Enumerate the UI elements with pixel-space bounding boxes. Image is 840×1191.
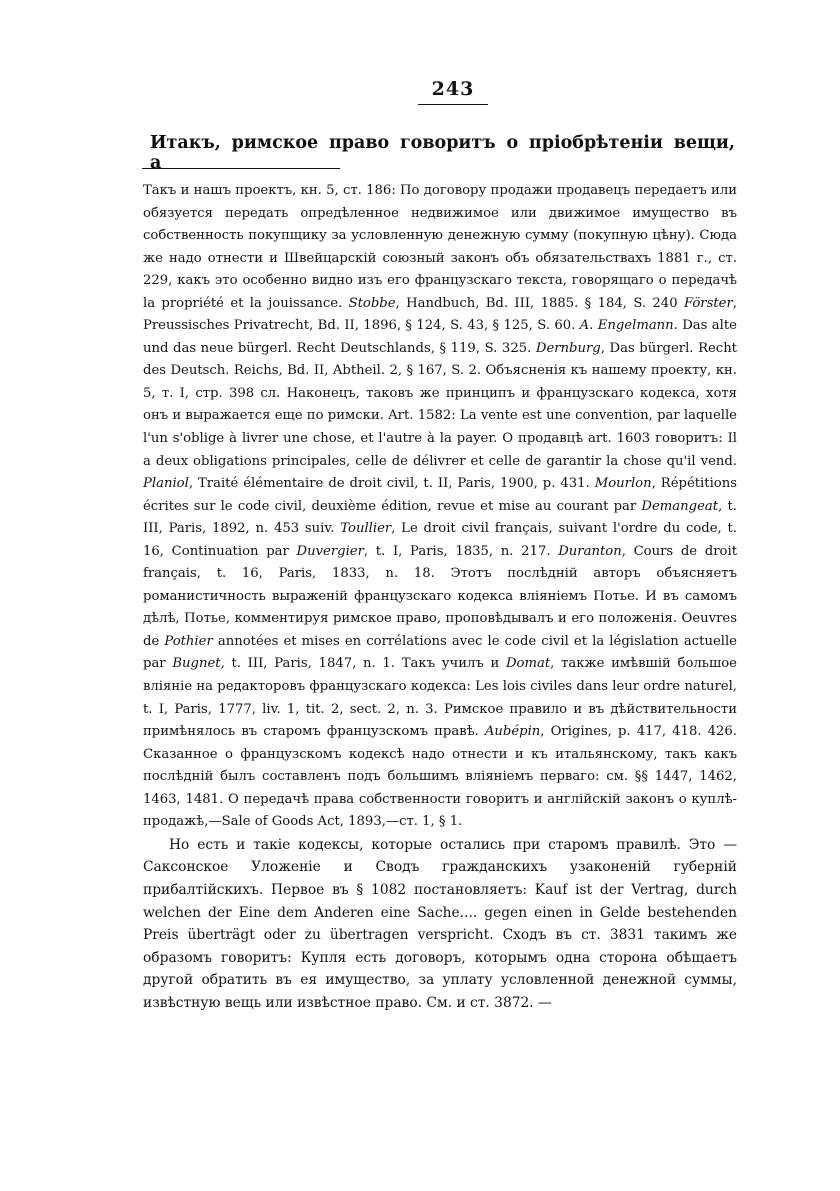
footnote-text: , Répétitions écrites sur le code civil, deuxième édition, revue et mise au courant par [143,476,737,514]
cited-author: Demangeat [641,498,719,514]
cited-author: A. Engelmann [579,318,674,334]
footnote-paragraph-2: Но есть и такіе кодексы, которые остались при старомъ правилѣ. Это —Саксонское Уложеніе и Сводъ гражданскихъ узаконеній губерній прибалтійскихъ. Первое въ § 1082 постановляетъ: Kauf ist der Vertrag, durch welchen der Eine dem Anderen eine Sache.... gegen einen in Gelde bestehenden Preis überträgt oder zu übertragen verspricht. Сходъ въ ст. 3831 такимъ же образомъ говоритъ: Купля есть договоръ, которымъ одна сторона обѣщаетъ другой обратить въ ея имущество, за уплату условленной денежной суммы, извѣстную вещь или извѣстное право. См. и ст. 3872. — [143,836,737,1011]
cited-author: Bugnet [172,656,221,672]
footnote-separator [142,168,340,169]
cited-author: Förster [683,295,733,311]
footnote-text: , t. III, Paris, 1892, n. 453 suiv. [143,498,737,537]
cited-author: Toullier [340,521,392,537]
footnote-text: Такъ и нашъ проектъ, кн. 5, ст. 186: По договору продажи продавецъ передаетъ или обязуется передать опредѣленное недвижимое или движимое имущество въ собственность покупщику за условленную денежную сумму (покупную цѣну). Сюда же надо отнести и Швейцарскій союзный законъ объ обязательствахъ 1881 г., ст. 229, какъ это особенно видно изъ его французскаго текста, говорящаго о передачѣ la propriété et la jouissance. [143,183,737,311]
cited-author: Pothier [164,633,213,649]
cited-author: Domat [505,656,551,672]
footnote-text: . Das alte und das neue bürgerl. Recht Deutschlands, § 119, S. 325. [143,318,737,356]
footnote-text: , t. III, Paris, 1847, n. 1. Такъ училъ и [220,656,506,672]
footnote [143,180,737,1014]
cited-author: Stobbe [348,295,396,311]
footnote-text: , Handbuch, Bd. III, 1885. § 184, S. 240 [395,295,684,311]
footnote-text: , Le droit civil français, suivant l'ordre du code, t. 16, Continuation par [143,521,737,559]
footnote-text: , Cours de droit français, t. 16, Paris, 1833, n. 18. Этотъ послѣдній авторъ объясняетъ романистичность выраженій французскаго кодекса вліяніемъ Потье. И въ самомъ дѣлѣ, Потье, комментируя римское право, проповѣдывалъ и его положенія. Oeuvres de [143,543,738,649]
cited-author: Dernburg [535,340,601,356]
cited-author: Duranton [558,543,622,559]
footnote-text: , Das bürgerl. Recht des Deutsch. Reichs, Bd. II, Abtheil. 2, § 167, S. 2. Объясненія къ нашему проекту, кн. 5, т. I, стр. 398 сл. Наконецъ, таковъ же принципъ и французскаго кодекса, хотя онъ и выражается еще по римски. Art. 1582: La vente est une convention, par laquelle l'un s'oblige à livrer une chose, et l'autre à la payer. О продавцѣ art. 1603 говоритъ: Il a deux obligations principales, celle de délivrer et celle de garantir la chose qu'il vend. [143,340,737,469]
footnote-text: , Preussisches Privatrecht, Bd. II, 1896, § 124, S. 43, § 125, S. 60. [143,295,737,334]
footnote-text: , Origines, p. 417, 418. 426. Сказанное о французскомъ кодексѣ надо отнести и къ итальянскому, такъ какъ послѣдній былъ составленъ подъ большимъ вліяніемъ перваго: см. §§ 1447, 1462, 1463, 1481. О передачѣ права собственности говоритъ и англійскій законъ о куплѣ-продажѣ,—Sale of Goods Act, 1893,—ст. 1, § 1. [143,724,737,830]
footnote-text: annotées et mises en corrélations avec le code civil et la législation actuelle par [143,633,737,672]
cited-author: Duvergier [296,543,364,559]
cited-author: Planiol [143,476,189,492]
cited-author: Mourlon [594,476,652,492]
page-number: 243 [418,78,488,105]
footnote-paragraph-1 [143,180,737,834]
footnote-text: , Traité élémentaire de droit civil, t. II, Paris, 1900, p. 431. [188,476,595,492]
footnote-text: , t. I, Paris, 1835, n. 217. [363,543,559,559]
footnote-text: , также имѣвшій большое вліяніе на редакторовъ французскаго кодекса: Les lois civiles dans leur ordre naturel, t. I, Paris, 1777, liv. 1, tit. 2, sect. 2, n. 3. Римское правило и въ дѣйствительности примѣнялось въ старомъ французскомъ правѣ. [143,656,737,740]
cited-author: Aubépin [484,724,541,740]
main-text-line: Итакъ, римское право говоритъ о пріобрѣтеніи вещи, а [150,133,735,173]
